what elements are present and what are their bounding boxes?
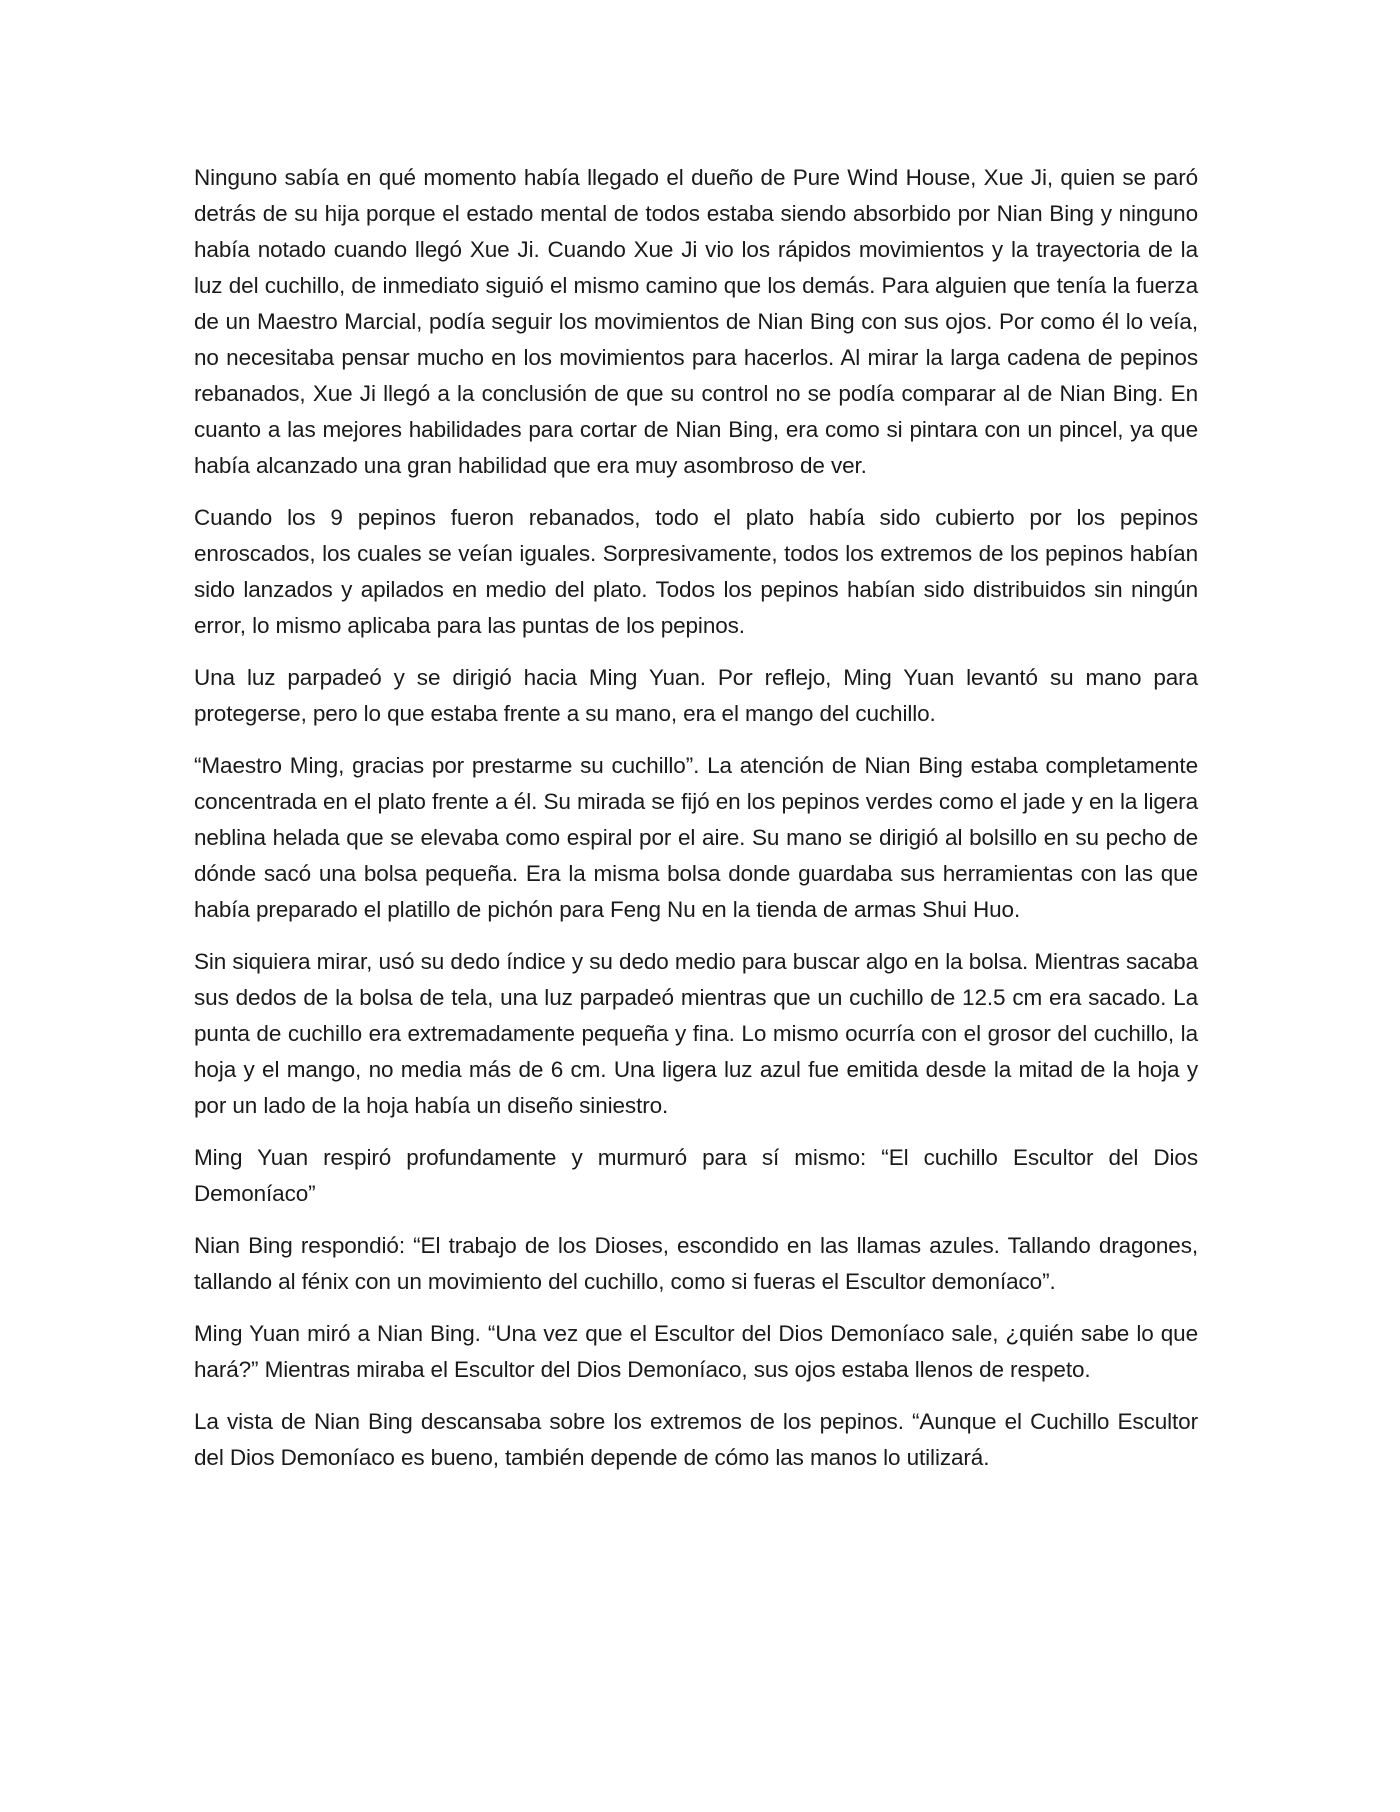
paragraph-4: “Maestro Ming, gracias por prestarme su cuchillo”. La atención de Nian Bing estaba completamente concentrada en el plato frente a él. Su mirada se fijó en los pepinos verdes como el jade y en la ligera neblina helada que se elevaba como espiral por el aire. Su mano se dirigió al bolsillo en su pecho de dónde sacó una bolsa pequeña. Era la misma bolsa donde guardaba sus herramientas con las que había preparado el platillo de pichón para Feng Nu en la tienda de armas Shui Huo.: [194, 753, 1198, 922]
paragraph-3: Una luz parpadeó y se dirigió hacia Ming Yuan. Por reflejo, Ming Yuan levantó su mano para protegerse, pero lo que estaba frente a su mano, era el mango del cuchillo.: [194, 665, 1198, 726]
paragraph-8: Ming Yuan miró a Nian Bing. “Una vez que el Escultor del Dios Demoníaco sale, ¿quién sabe lo que hará?” Mientras miraba el Escultor del Dios Demoníaco, sus ojos estaba llenos de respeto.: [194, 1321, 1198, 1382]
paragraph-9: La vista de Nian Bing descansaba sobre los extremos de los pepinos. “Aunque el Cuchillo Escultor del Dios Demoníaco es bueno, también depende de cómo las manos lo utilizará.: [194, 1409, 1198, 1470]
paragraph-6: Ming Yuan respiró profundamente y murmuró para sí mismo: “El cuchillo Escultor del Dios Demoníaco”: [194, 1145, 1198, 1206]
paragraph-2: Cuando los 9 pepinos fueron rebanados, todo el plato había sido cubierto por los pepinos enroscados, los cuales se veían iguales. Sorpresivamente, todos los extremos de los pepinos habían sido lanzados y apilados en medio del plato. Todos los pepinos habían sido distribuidos sin ningún error, lo mismo aplicaba para las puntas de los pepinos.: [194, 505, 1198, 638]
paragraph-5: Sin siquiera mirar, usó su dedo índice y su dedo medio para buscar algo en la bolsa. Mientras sacaba sus dedos de la bolsa de tela, una luz parpadeó mientras que un cuchillo de 12.5 cm era sacado. La punta de cuchillo era extremadamente pequeña y fina. Lo mismo ocurría con el grosor del cuchillo, la hoja y el mango, no media más de 6 cm. Una ligera luz azul fue emitida desde la mitad de la hoja y por un lado de la hoja había un diseño siniestro.: [194, 949, 1198, 1118]
paragraph-7: Nian Bing respondió: “El trabajo de los Dioses, escondido en las llamas azules. Tallando dragones, tallando al fénix con un movimiento del cuchillo, como si fueras el Escultor demoníaco”.: [194, 1233, 1198, 1294]
paragraph-1: Ninguno sabía en qué momento había llegado el dueño de Pure Wind House, Xue Ji, quien se paró detrás de su hija porque el estado mental de todos estaba siendo absorbido por Nian Bing y ninguno había notado cuando llegó Xue Ji. Cuando Xue Ji vio los rápidos movimientos y la trayectoria de la luz del cuchillo, de inmediato siguió el mismo camino que los demás. Para alguien que tenía la fuerza de un Maestro Marcial, podía seguir los movimientos de Nian Bing con sus ojos. Por como él lo veía, no necesitaba pensar mucho en los movimientos para hacerlos. Al mirar la larga cadena de pepinos rebanados, Xue Ji llegó a la conclusión de que su control no se podía comparar al de Nian Bing. En cuanto a las mejores habilidades para cortar de Nian Bing, era como si pintara con un pincel, ya que había alcanzado una gran habilidad que era muy asombroso de ver.: [194, 165, 1198, 478]
document-page: [194, 160, 1198, 1492]
